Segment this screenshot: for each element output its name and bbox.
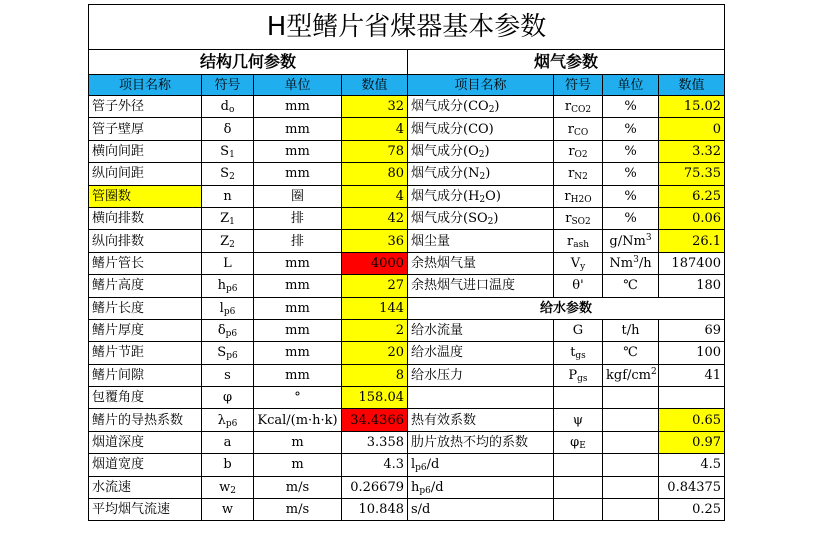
param-value: 144: [342, 297, 408, 319]
water-param-name: 给水压力: [408, 364, 554, 386]
water-param-value: 41: [659, 364, 725, 386]
param-unit: mm: [254, 96, 342, 118]
param-name: 包覆角度: [89, 387, 202, 409]
gas-param-unit: %: [603, 207, 659, 229]
table-row: [89, 476, 725, 498]
gas-param-name: 余热烟气进口温度: [408, 275, 554, 297]
water-param-unit: t/h: [603, 319, 659, 341]
gas-param-name: 烟气成分$(O_2)$: [408, 140, 554, 162]
param-value: 32: [342, 96, 408, 118]
param-name: 鳍片高度: [89, 275, 202, 297]
param-symbol: $S_1$: [202, 140, 254, 162]
gas-param-name: 烟气成分$(SO_2)$: [408, 207, 554, 229]
param-unit: mm: [254, 252, 342, 274]
param-value: 36: [342, 230, 408, 252]
param-unit: 排: [254, 230, 342, 252]
param-symbol: $l_{p6}$: [202, 297, 254, 319]
param-name: 水流速: [89, 476, 202, 498]
section-structure-geometry: 结构几何参数: [89, 50, 408, 75]
coef-symbol: [554, 454, 603, 476]
param-symbol: $S_2$: [202, 163, 254, 185]
gas-param-value: 26.1: [659, 230, 725, 252]
table-row: [89, 252, 725, 274]
param-value: 4000: [342, 252, 408, 274]
empty-cell: [603, 387, 659, 409]
table-row: [89, 230, 725, 252]
gas-param-name: 烟气成分$(N_2)$: [408, 163, 554, 185]
header-symbol: 符号: [202, 75, 254, 96]
param-symbol: $Z_1$: [202, 207, 254, 229]
water-param-symbol: $t_{gs}$: [554, 342, 603, 364]
coef-unit: [603, 409, 659, 431]
gas-param-symbol: $r_{H2O}$: [554, 185, 603, 207]
param-name: 纵向间距: [89, 163, 202, 185]
param-symbol: a: [202, 431, 254, 453]
param-symbol: b: [202, 454, 254, 476]
param-unit: mm: [254, 118, 342, 140]
param-value: 10.848: [342, 499, 408, 521]
gas-param-value: 15.02: [659, 96, 725, 118]
coef-symbol: $\varphi_E$: [554, 431, 603, 453]
param-name: 鳍片的导热系数: [89, 409, 202, 431]
header-symbol: 符号: [554, 75, 603, 96]
gas-param-symbol: $r_{N2}$: [554, 163, 603, 185]
param-value: 4.3: [342, 454, 408, 476]
gas-param-symbol: $r_{CO2}$: [554, 96, 603, 118]
gas-param-symbol: $V_y$: [554, 252, 603, 274]
header-name: 项目名称: [89, 75, 202, 96]
water-param-name: 给水流量: [408, 319, 554, 341]
coef-value: 4.5: [659, 454, 725, 476]
param-value: 42: [342, 207, 408, 229]
gas-param-unit: %: [603, 163, 659, 185]
water-param-unit: kgf/$cm^2$: [603, 364, 659, 386]
gas-param-unit: Nm$^3$/h: [603, 252, 659, 274]
gas-param-name: 烟气成分$(H_2O)$: [408, 185, 554, 207]
table-row: [89, 275, 725, 297]
param-symbol: $S_{p6}$: [202, 342, 254, 364]
gas-param-name: 烟气成分(CO): [408, 118, 554, 140]
table-row: [89, 140, 725, 162]
coef-value: 0.25: [659, 499, 725, 521]
param-symbol: $\delta_{p6}$: [202, 319, 254, 341]
param-unit: mm: [254, 275, 342, 297]
param-name: 鳍片间隙: [89, 364, 202, 386]
coef-symbol: ψ: [554, 409, 603, 431]
coef-name: 肋片放热不均的系数: [408, 431, 554, 453]
param-symbol: L: [202, 252, 254, 274]
coef-name: s/d: [408, 499, 554, 521]
table-row: [89, 431, 725, 453]
param-name: 鳍片节距: [89, 342, 202, 364]
param-symbol: $\lambda_{p6}$: [202, 409, 254, 431]
param-symbol: $d_o$: [202, 96, 254, 118]
sheet-title: H型鳍片省煤器基本参数: [89, 5, 725, 50]
param-name: 横向间距: [89, 140, 202, 162]
column-header-row: [89, 75, 725, 96]
param-name: 鳍片管长: [89, 252, 202, 274]
param-value: 27: [342, 275, 408, 297]
gas-param-unit: g/Nm$^3$: [603, 230, 659, 252]
param-unit: m: [254, 431, 342, 453]
coef-value: 0.84375: [659, 476, 725, 498]
table-row: [89, 319, 725, 341]
gas-param-symbol: $r_{O2}$: [554, 140, 603, 162]
gas-param-unit: %: [603, 140, 659, 162]
param-name: 烟道深度: [89, 431, 202, 453]
param-unit: Kcal/(m·h·k): [254, 409, 342, 431]
gas-param-unit: %: [603, 185, 659, 207]
water-param-value: 69: [659, 319, 725, 341]
param-symbol: n: [202, 185, 254, 207]
param-name: 管子壁厚: [89, 118, 202, 140]
gas-param-symbol: $r_{ash}$: [554, 230, 603, 252]
param-value: 80: [342, 163, 408, 185]
gas-param-unit: ℃: [603, 275, 659, 297]
coef-name: $l_{p6}/d$: [408, 454, 554, 476]
param-unit: 排: [254, 207, 342, 229]
param-value: 20: [342, 342, 408, 364]
gas-param-value: 6.25: [659, 185, 725, 207]
param-symbol: φ: [202, 387, 254, 409]
table-row: [89, 118, 725, 140]
param-unit: mm: [254, 319, 342, 341]
coef-name: $h_{p6}/d$: [408, 476, 554, 498]
header-value: 数值: [342, 75, 408, 96]
table-row: [89, 185, 725, 207]
gas-param-unit: %: [603, 118, 659, 140]
water-param-value: 100: [659, 342, 725, 364]
empty-cell: [408, 387, 554, 409]
param-name: 管子外径: [89, 96, 202, 118]
param-name: 鳍片长度: [89, 297, 202, 319]
coef-value: 0.65: [659, 409, 725, 431]
header-unit: 单位: [254, 75, 342, 96]
coef-symbol: [554, 476, 603, 498]
water-param-unit: ℃: [603, 342, 659, 364]
param-value: 2: [342, 319, 408, 341]
param-unit: mm: [254, 297, 342, 319]
param-name: 纵向排数: [89, 230, 202, 252]
param-symbol: w: [202, 499, 254, 521]
gas-param-value: 180: [659, 275, 725, 297]
gas-param-name: 余热烟气量: [408, 252, 554, 274]
table-row: [89, 409, 725, 431]
param-unit: mm: [254, 342, 342, 364]
empty-cell: [554, 387, 603, 409]
param-unit: mm: [254, 364, 342, 386]
table-row: [89, 387, 725, 409]
table-row: [89, 297, 725, 319]
gas-param-value: 0.06: [659, 207, 725, 229]
gas-param-symbol: θ': [554, 275, 603, 297]
header-name: 项目名称: [408, 75, 554, 96]
param-unit: m/s: [254, 476, 342, 498]
coef-symbol: [554, 499, 603, 521]
param-value: 34.4366: [342, 409, 408, 431]
coef-unit: [603, 431, 659, 453]
param-unit: 圈: [254, 185, 342, 207]
param-unit: m: [254, 454, 342, 476]
gas-param-name: 烟气成分$(CO_2)$: [408, 96, 554, 118]
param-name: 烟道宽度: [89, 454, 202, 476]
coef-value: 0.97: [659, 431, 725, 453]
gas-param-unit: %: [603, 96, 659, 118]
water-param-symbol: G: [554, 319, 603, 341]
water-param-symbol: $P_{gs}$: [554, 364, 603, 386]
header-value: 数值: [659, 75, 725, 96]
table-row: [89, 96, 725, 118]
param-symbol: $w_2$: [202, 476, 254, 498]
param-value: 158.04: [342, 387, 408, 409]
param-symbol: s: [202, 364, 254, 386]
gas-param-symbol: $r_{CO}$: [554, 118, 603, 140]
param-name: 横向排数: [89, 207, 202, 229]
gas-param-value: 0: [659, 118, 725, 140]
param-value: 4: [342, 118, 408, 140]
param-name: 鳍片厚度: [89, 319, 202, 341]
table-row: [89, 454, 725, 476]
param-unit: mm: [254, 140, 342, 162]
param-unit: m/s: [254, 499, 342, 521]
header-unit: 单位: [603, 75, 659, 96]
table-row: [89, 207, 725, 229]
section-feedwater: 给水参数: [408, 297, 725, 319]
param-unit: mm: [254, 163, 342, 185]
param-value: 78: [342, 140, 408, 162]
param-unit: °: [254, 387, 342, 409]
gas-param-name: 烟尘量: [408, 230, 554, 252]
gas-param-value: 3.32: [659, 140, 725, 162]
param-symbol: δ: [202, 118, 254, 140]
coef-name: 热有效系数: [408, 409, 554, 431]
param-value: 3.358: [342, 431, 408, 453]
table-row: [89, 163, 725, 185]
param-symbol: $h_{p6}$: [202, 275, 254, 297]
coef-unit: [603, 454, 659, 476]
water-param-name: 给水温度: [408, 342, 554, 364]
param-symbol: $Z_2$: [202, 230, 254, 252]
param-name: 平均烟气流速: [89, 499, 202, 521]
gas-param-value: 75.35: [659, 163, 725, 185]
param-value: 0.26679: [342, 476, 408, 498]
param-name: 管圈数: [89, 185, 202, 207]
coef-unit: [603, 499, 659, 521]
gas-param-value: 187400: [659, 252, 725, 274]
param-value: 4: [342, 185, 408, 207]
table-row: [89, 364, 725, 386]
table-row: [89, 342, 725, 364]
table-row: [89, 499, 725, 521]
parameter-sheet: [88, 4, 725, 521]
section-flue-gas: 烟气参数: [408, 50, 725, 75]
coef-unit: [603, 476, 659, 498]
gas-param-symbol: $r_{SO2}$: [554, 207, 603, 229]
param-value: 8: [342, 364, 408, 386]
empty-cell: [659, 387, 725, 409]
